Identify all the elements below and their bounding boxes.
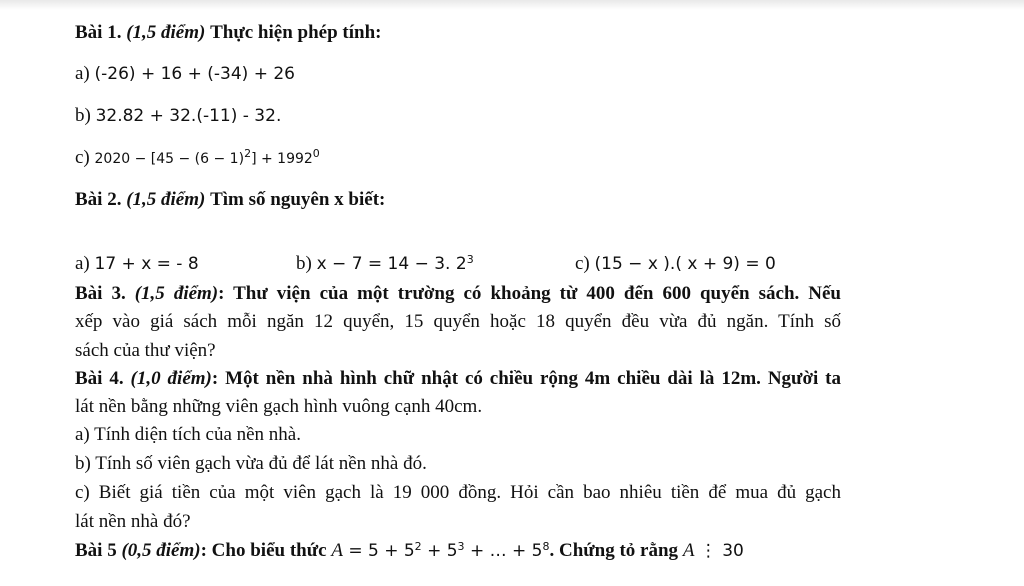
bai1-b-label: b): [75, 105, 91, 126]
bai1-instruction: Thực hiện phép tính:: [210, 22, 382, 43]
bai1-heading: [75, 21, 381, 45]
bai1-title: Bài 1.: [75, 22, 122, 43]
bai2-c: [575, 252, 776, 276]
bai1-c-expr: [94, 146, 320, 167]
bai2-c-expr: (15 − x ).( x + 9) = 0: [594, 254, 776, 274]
bai1-a-label: a): [75, 63, 90, 84]
bai2-b: [296, 252, 474, 276]
bai5-expr-3: + … + 5: [464, 541, 543, 561]
bai2-instruction: Tìm số nguyên x biết:: [210, 189, 386, 210]
cropped-top-edge: [0, 0, 1024, 10]
bai5-exp2: 3: [457, 539, 465, 553]
bai1-c-exp2: 0: [312, 146, 320, 160]
bai4-line2: lát nền bằng những viên gạch hình vuông cạnh 40cm.: [75, 396, 483, 417]
bai1-a-expr: (-26) + 16 + (-34) + 26: [94, 64, 295, 84]
bai4-points: (1,0 điểm): [130, 368, 212, 389]
bai5-line: [75, 539, 744, 563]
bai4-text1: : Một nền nhà hình chữ nhật có chiều rộng 4m chiều dài là 12m. Người ta: [211, 368, 841, 389]
bai3-line2: xếp vào giá sách mỗi ngăn 12 quyển, 15 quyển hoặc 18 quyển đều vừa đủ ngăn. Tính số: [75, 311, 841, 332]
bai2-points: (1,5 điểm): [126, 189, 206, 210]
bai4-b: b) Tính số viên gạch vừa đủ để lát nền nhà đó.: [75, 453, 427, 474]
bai1-b-expr: 32.82 + 32.(-11) - 32.: [95, 106, 282, 126]
bai5-conc-rest: ⋮ 30: [694, 541, 744, 561]
bai5-expr-1: = 5 + 5: [342, 541, 415, 561]
bai3-line1: [75, 282, 841, 306]
bai2-a-label: a): [75, 253, 90, 274]
bai2-c-label: c): [575, 253, 590, 274]
bai4-title: Bài 4.: [75, 368, 124, 389]
bai1-c-label: c): [75, 147, 90, 168]
bai1-points: (1,5 điểm): [126, 22, 206, 43]
bai2-b-label: b): [296, 253, 312, 274]
bai5-expr-a: A: [331, 540, 343, 561]
bai5-exp3: 8: [542, 539, 550, 553]
bai4-c-line1: c) Biết giá tiền của một viên gạch là 19 000 đồng. Hỏi cần bao nhiêu tiền để mua đủ gạch: [75, 482, 841, 503]
bai5-text1: : Cho biểu thức: [200, 540, 332, 561]
bai2-b-exp: 3: [466, 252, 474, 266]
bai5-text2: . Chứng tỏ rằng: [549, 540, 683, 561]
bai5-exp1: 2: [414, 539, 422, 553]
bai5-conc-a: A: [682, 540, 695, 561]
bai1-c-part1: 2020 − [45 − (6 − 1): [94, 151, 245, 167]
bai3-line3: sách của thư viện?: [75, 340, 216, 361]
bai1-a: [75, 62, 295, 86]
bai2-b-base: x − 7 = 14 − 3. 2: [316, 254, 467, 274]
bai2-a: [75, 252, 199, 276]
bai1-c-exp1: 2: [244, 146, 252, 160]
bai3-points: (1,5 điểm): [134, 283, 219, 304]
bai3-title: Bài 3.: [75, 283, 126, 304]
bai1-c: [75, 146, 320, 171]
bai5-title: Bài 5: [75, 540, 117, 561]
bai2-b-expr: [317, 254, 474, 274]
bai2-title: Bài 2.: [75, 189, 122, 210]
bai2-a-expr: 17 + x = - 8: [94, 254, 199, 274]
bai5-points: (0,5 điểm): [121, 540, 201, 561]
bai5-expr-2: + 5: [421, 541, 458, 561]
bai1-b: [75, 104, 281, 128]
bai4-line1: [75, 367, 841, 391]
bai1-c-part2: ] + 1992: [251, 151, 313, 167]
bai5-expr: [331, 541, 549, 561]
bai4-a: a) Tính diện tích của nền nhà.: [75, 424, 301, 445]
bai2-heading: [75, 188, 385, 212]
bai4-c-line2: lát nền nhà đó?: [75, 511, 191, 532]
bai3-text1: : Thư viện của một trường có khoảng từ 400 đến 600 quyển sách. Nếu: [218, 283, 841, 304]
